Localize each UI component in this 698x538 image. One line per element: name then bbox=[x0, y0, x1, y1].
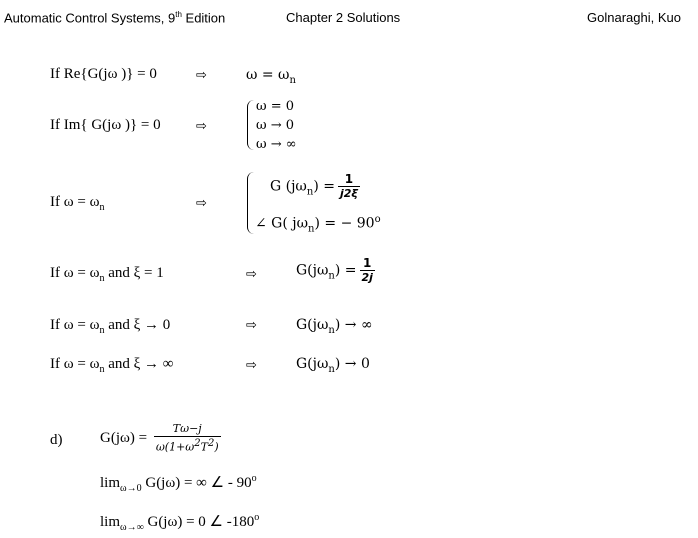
row4-condition bbox=[50, 265, 164, 284]
row6-result bbox=[296, 356, 370, 375]
row3-condition bbox=[50, 194, 104, 213]
partd-den-post: ) bbox=[214, 440, 219, 454]
partd-label: d) bbox=[50, 432, 63, 448]
row1-result-text: ω = ω bbox=[246, 67, 290, 83]
row5-result bbox=[296, 317, 373, 336]
row3-frac-num: 1 bbox=[344, 172, 354, 186]
header-edition: Edition bbox=[181, 10, 226, 26]
row3-condition-sub: n bbox=[99, 202, 105, 213]
row2-arrow-icon: ⇨ bbox=[196, 119, 207, 134]
row6-arrow-icon: ⇨ bbox=[246, 358, 257, 373]
row4-frac-den: 2j bbox=[361, 271, 373, 284]
row2-case-2: ω → 0 bbox=[256, 118, 295, 133]
row2-brace bbox=[247, 100, 254, 150]
row3-line2-sub: n bbox=[308, 223, 315, 235]
partd-limit-zero bbox=[100, 473, 257, 494]
row4-frac-num: 1 bbox=[363, 256, 372, 270]
partd-lim1-sub: ω→0 bbox=[120, 483, 142, 494]
row4-result bbox=[296, 256, 378, 285]
row1-result-sub: n bbox=[289, 74, 296, 86]
row6-res-post: ) → 0 bbox=[334, 356, 370, 372]
partd-frac-num: Tω−j bbox=[172, 422, 202, 435]
row6-cond-sub: n bbox=[99, 364, 105, 375]
row5-res-post: ) → ∞ bbox=[334, 317, 373, 333]
row5-arrow-icon: ⇨ bbox=[246, 318, 257, 333]
row6-cond-post: and ξ → ∞ bbox=[104, 356, 174, 372]
row5-cond-sub: n bbox=[99, 325, 105, 336]
row5-res-pre: G(jω bbox=[296, 317, 329, 333]
partd-limit-infinity bbox=[100, 512, 259, 533]
partd-frac-den bbox=[154, 436, 221, 455]
header-authors: Golnaraghi, Kuo bbox=[587, 10, 681, 25]
row3-brace bbox=[247, 172, 254, 234]
row3-line1 bbox=[270, 172, 363, 201]
partd-equation bbox=[100, 422, 224, 455]
row4-res-post: ) = bbox=[334, 262, 357, 279]
row1-condition: If Re{G(jω )} = 0 bbox=[50, 66, 157, 82]
row3-line2-pre: ∠ G( jω bbox=[255, 215, 309, 232]
row3-fraction bbox=[338, 172, 360, 201]
row5-cond-pre: If ω = ω bbox=[50, 317, 100, 333]
row3-line1-post: ) = bbox=[313, 178, 335, 195]
partd-lim1-sup: o bbox=[251, 473, 257, 484]
row4-cond-sub: n bbox=[99, 273, 105, 284]
row2-case-1: ω = 0 bbox=[256, 99, 295, 114]
row6-cond-pre: If ω = ω bbox=[50, 356, 100, 372]
row4-res-pre: G(jω bbox=[296, 262, 329, 279]
row4-cond-post: and ξ = 1 bbox=[104, 265, 164, 281]
row6-res-sub: n bbox=[328, 363, 335, 375]
partd-den-sup: 2 bbox=[194, 438, 201, 449]
row4-res-sub: n bbox=[328, 270, 335, 282]
row5-cond-post: and ξ → 0 bbox=[104, 317, 171, 333]
partd-lim2-sub: ω→∞ bbox=[120, 522, 144, 533]
partd-den-sup2: 2 bbox=[208, 438, 215, 449]
row1-arrow-icon: ⇨ bbox=[196, 68, 207, 83]
partd-fraction bbox=[154, 422, 221, 455]
row4-cond-pre: If ω = ω bbox=[50, 265, 100, 281]
header-left bbox=[4, 10, 225, 25]
row6-condition bbox=[50, 356, 174, 375]
row5-res-sub: n bbox=[328, 324, 335, 336]
row3-frac-den: j2ξ bbox=[339, 187, 358, 200]
header-book-title: Automatic Control Systems, 9 bbox=[4, 10, 176, 26]
partd-lim2-sup: o bbox=[254, 512, 260, 523]
row1-result bbox=[246, 67, 296, 86]
row2-condition: If Im{ G(jω )} = 0 bbox=[50, 117, 161, 133]
partd-den-mid: T bbox=[200, 440, 208, 454]
row3-line2 bbox=[255, 214, 381, 234]
row3-line1-pre: G (jω bbox=[270, 178, 307, 195]
row6-res-pre: G(jω bbox=[296, 356, 329, 372]
row4-fraction bbox=[360, 256, 375, 285]
row3-line2-sup: o bbox=[374, 214, 381, 225]
partd-lhs: G(jω) = bbox=[100, 429, 148, 446]
row3-line2-post: ) = − 90 bbox=[314, 215, 375, 232]
row2-case-3: ω → ∞ bbox=[256, 137, 297, 152]
row5-condition bbox=[50, 317, 170, 336]
partd-lim1-pre: lim bbox=[100, 475, 121, 491]
partd-lim2-post: G(jω) = 0 ∠ -180 bbox=[143, 514, 255, 530]
row3-line1-sub: n bbox=[306, 186, 314, 198]
partd-den-pre: ω(1+ω bbox=[155, 440, 195, 454]
row4-arrow-icon: ⇨ bbox=[246, 267, 257, 282]
row3-condition-text: If ω = ω bbox=[50, 194, 100, 210]
header-chapter: Chapter 2 Solutions bbox=[286, 10, 401, 25]
partd-lim2-pre: lim bbox=[100, 514, 121, 530]
partd-lim1-post: G(jω) = ∞ ∠ - 90 bbox=[141, 475, 252, 491]
header-edition-sup: th bbox=[175, 10, 182, 19]
row3-arrow-icon: ⇨ bbox=[196, 196, 207, 211]
